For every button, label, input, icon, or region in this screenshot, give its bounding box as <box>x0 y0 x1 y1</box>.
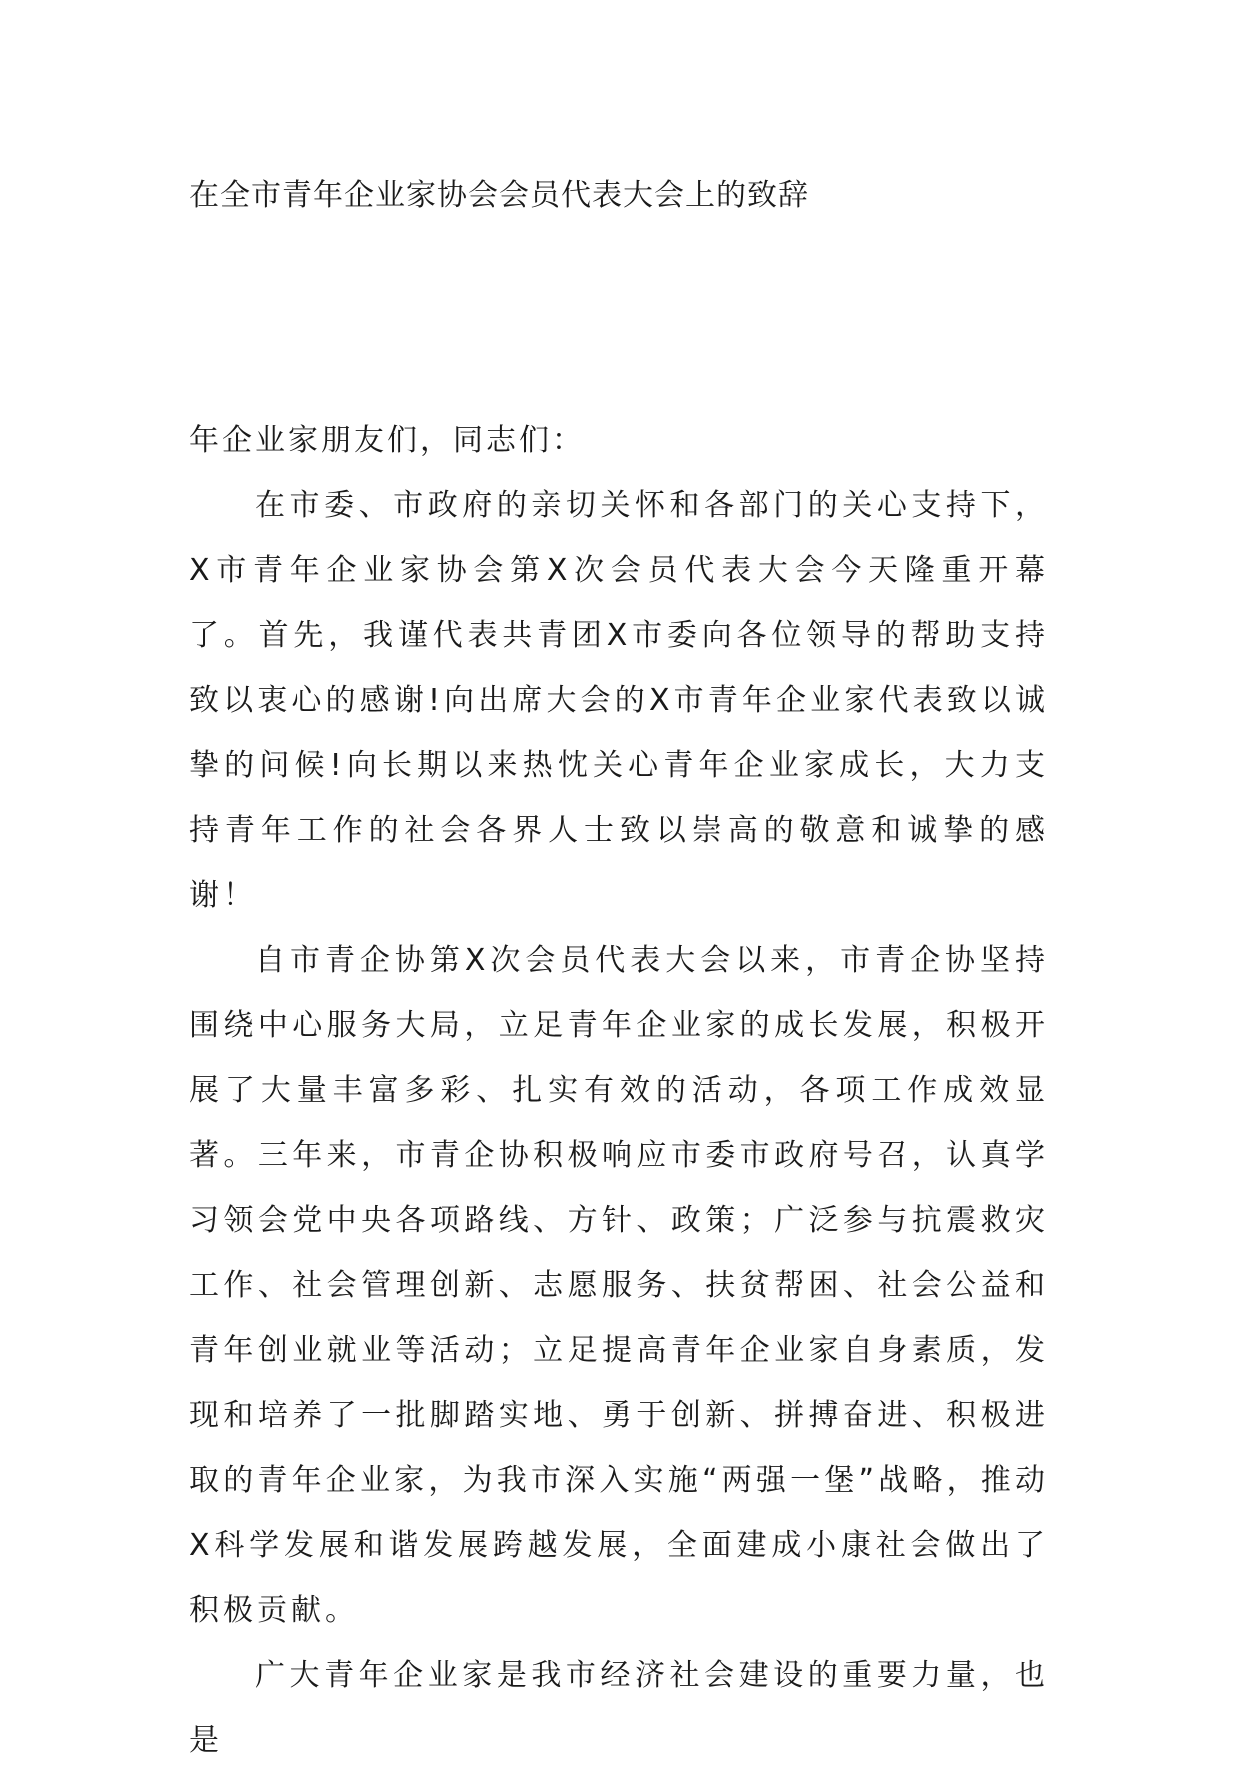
paragraph-2: 自市青企协第X次会员代表大会以来，市青企协坚持围绕中心服务大局，立足青年企业家的成长发展，积极开展了大量丰富多彩、扎实有效的活动，各项工作成效显著。三年来，市青企协积极响应市委市政府号召，认真学习领会党中央各项路线、方针、政策；广泛参与抗震救灾工作、社会管理创新、志愿服务、扶贫帮困、社会公益和青年创业就业等活动；立足提高青年企业家自身素质，发现和培养了一批脚踏实地、勇于创新、拼搏奋进、积极进取的青年企业家，为我市深入实施“两强一堡”战略，推动X科学发展和谐发展跨越发展，全面建成小康社会做出了积极贡献。 <box>189 943 1049 1628</box>
salutation: 年企业家朋友们，同志们： <box>189 423 585 458</box>
paragraph-3: 广大青年企业家是我市经济社会建设的重要力量，也是 <box>189 1658 1049 1758</box>
document-body <box>189 408 1049 1773</box>
document-title: 在全市青年企业家协会会员代表大会上的致辞 <box>189 178 809 213</box>
paragraph-1: 在市委、市政府的亲切关怀和各部门的关心支持下，X市青年企业家协会第X次会员代表大会今天隆重开幕了。首先，我谨代表共青团X市委向各位领导的帮助支持致以衷心的感谢!向出席大会的X市青年企业家代表致以诚挚的问候!向长期以来热忱关心青年企业家成长，大力支持青年工作的社会各界人士致以崇高的敬意和诚挚的感谢！ <box>189 488 1049 913</box>
